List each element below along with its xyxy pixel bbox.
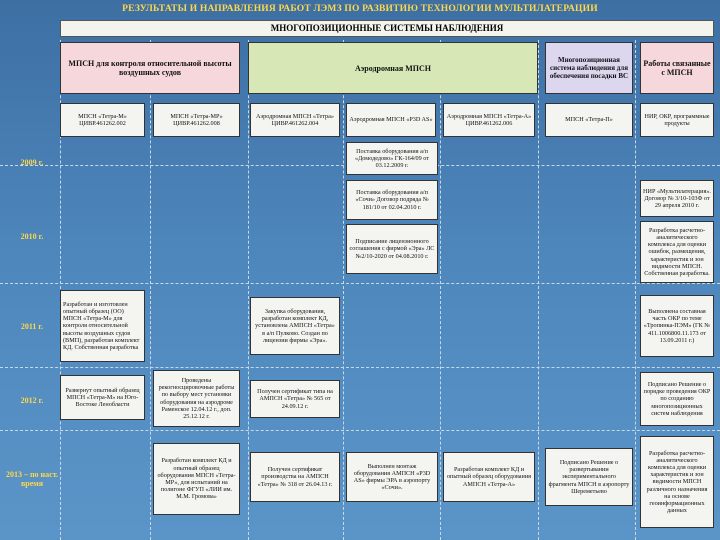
- year-2013: 2013 – по наст. время: [5, 470, 59, 488]
- grid-hline: [0, 430, 720, 431]
- main-header: МНОГОПОЗИЦИОННЫЕ СИСТЕМЫ НАБЛЮДЕНИЯ: [60, 20, 714, 37]
- category-mpsn-height: МПСН для контроля относительной высоты воздушных судов: [60, 42, 240, 94]
- product-tetra-a: Аэродромная МПСН «Тетра-А» ЦИВР.461262.006: [443, 103, 535, 137]
- event-2013-decision: Подписано Решение о развертывании экспериментального фрагмента МПСН в аэропорту Шереметьево: [545, 448, 633, 506]
- grid-vline: [150, 40, 151, 540]
- event-2012-ramenskoe: Проведены рекогносцировочные работы по выбору мест установки оборудования на аэродроме Раменское 12.04.12 г., доп. 25.12.12 г.: [153, 370, 240, 427]
- event-2012-decision: Подписано Решение о порядке проведения ОКР по созданию многопозиционных систем наблюдения: [640, 372, 714, 426]
- product-tetra-p: МПСН «Тетра-П»: [545, 103, 633, 137]
- category-landing: Многопозиционная система наблюдения для обеспечения посадки ВС: [545, 42, 633, 94]
- product-tetra-m: МПСН «Тетра-М» ЦИВР.461262.002: [60, 103, 145, 137]
- event-2013-algorithm: Разработка расчетно-аналитического комплекса для оценки характеристик и зон видимости МПСН различного назначения на основе геоинформационных данных: [640, 436, 714, 528]
- event-2010-nir: НИР «Мультилатерация». Договор № 3/10-103Ф от 29 апреля 2010 г.: [640, 180, 714, 217]
- year-2009: 2009 г.: [20, 158, 44, 167]
- product-nir-okr: НИР, ОКР, программные продукты: [640, 103, 714, 137]
- grid-hline: [0, 283, 720, 284]
- category-related: Работы связанные с МПСН: [640, 42, 714, 94]
- event-2012-certificate: Получен сертификат типа на АМПСН «Тетра» № 565 от 24.09.12 г.: [250, 380, 340, 418]
- product-tetra: Аэродромная МПСН «Тетра» ЦИВР.461262.004: [250, 103, 340, 137]
- year-2011: 2011 г.: [20, 322, 44, 331]
- event-2011-okr: Выполнена составная часть ОКР по теме «Тропинка-ПЭМ» (ГК № 411.1006800.11.173 от 13.09.2011 г.): [640, 295, 714, 357]
- product-p3d-as: Аэродромная МПСН «P3D AS»: [346, 103, 436, 137]
- event-2011-tetra-m: Разработан и изготовлен опытный образец (ОО) МПСН «Тетра-М» для контроля относительной высоты воздушных судов (ВМП), разработан комплект КД. Собственная разработка: [60, 290, 145, 362]
- event-2010-algorithm: Разработка расчетно-аналитического комплекса для оценки ошибок, размещения, характеристик и зон видимости МПСН. Собственная разработка.: [640, 221, 714, 283]
- year-2010: 2010 г.: [20, 232, 44, 241]
- grid-vline: [635, 40, 636, 540]
- grid-vline: [248, 40, 249, 540]
- grid-vline: [440, 40, 441, 540]
- event-2011-tetra-pulkovo: Закупка оборудования, разработан комплект КД, установлена АМПСН «Тетра» в а/п Пулково. Создан по лицензии фирмы «Эра».: [250, 297, 340, 355]
- event-2013-certificate: Получен сертификат производства на АМПСН «Тетра» № 318 от 26.04.13 г.: [250, 452, 340, 502]
- event-2013-tetra-a: Разработан комплект КД и опытный образец оборудования АМПСН «Тетра-А»: [443, 452, 535, 502]
- grid-hline: [0, 367, 720, 368]
- slide-title: РЕЗУЛЬТАТЫ И НАПРАВЛЕНИЯ РАБОТ ЛЭМЗ ПО РАЗВИТИЮ ТЕХНОЛОГИИ МУЛЬТИЛАТЕРАЦИИ: [122, 4, 598, 14]
- grid-vline: [343, 40, 344, 540]
- year-2012: 2012 г.: [20, 396, 44, 405]
- event-2010-license: Подписание лицензионного соглашения с фирмой «Эра» ЛС №2/10-2020 от 04.08.2010 г.: [346, 224, 438, 274]
- event-2012-tetra-m: Развернут опытный образец МПСН «Тетра-М» на Юго-Востоке Ленобласти: [60, 375, 145, 420]
- event-2009-domodedovo: Поставка оборудования а/п «Домодедово» ГК-164/09 от 03.12.2009 г.: [346, 142, 438, 175]
- category-aerodrome: Аэродромная МПСН: [248, 42, 538, 94]
- event-2010-sochi: Поставка оборудования а/п «Сочи» Договор подряда № 181/10 от 02.04.2010 г.: [346, 180, 438, 220]
- grid-vline: [538, 40, 539, 540]
- event-2013-tetra-mr: Разработан комплект КД и опытный образец оборудования МПСН «Тетра-МР», для испытаний на полигоне ФГУП «ЛИИ им. М.М. Громова»: [153, 443, 240, 515]
- product-tetra-mr: МПСН «Тетра-МР» ЦИВР.461262.008: [153, 103, 240, 137]
- event-2013-sochi: Выполнен монтаж оборудования АМПСН «P3D AS» фирмы ЭРА в аэропорту «Сочи».: [346, 452, 438, 502]
